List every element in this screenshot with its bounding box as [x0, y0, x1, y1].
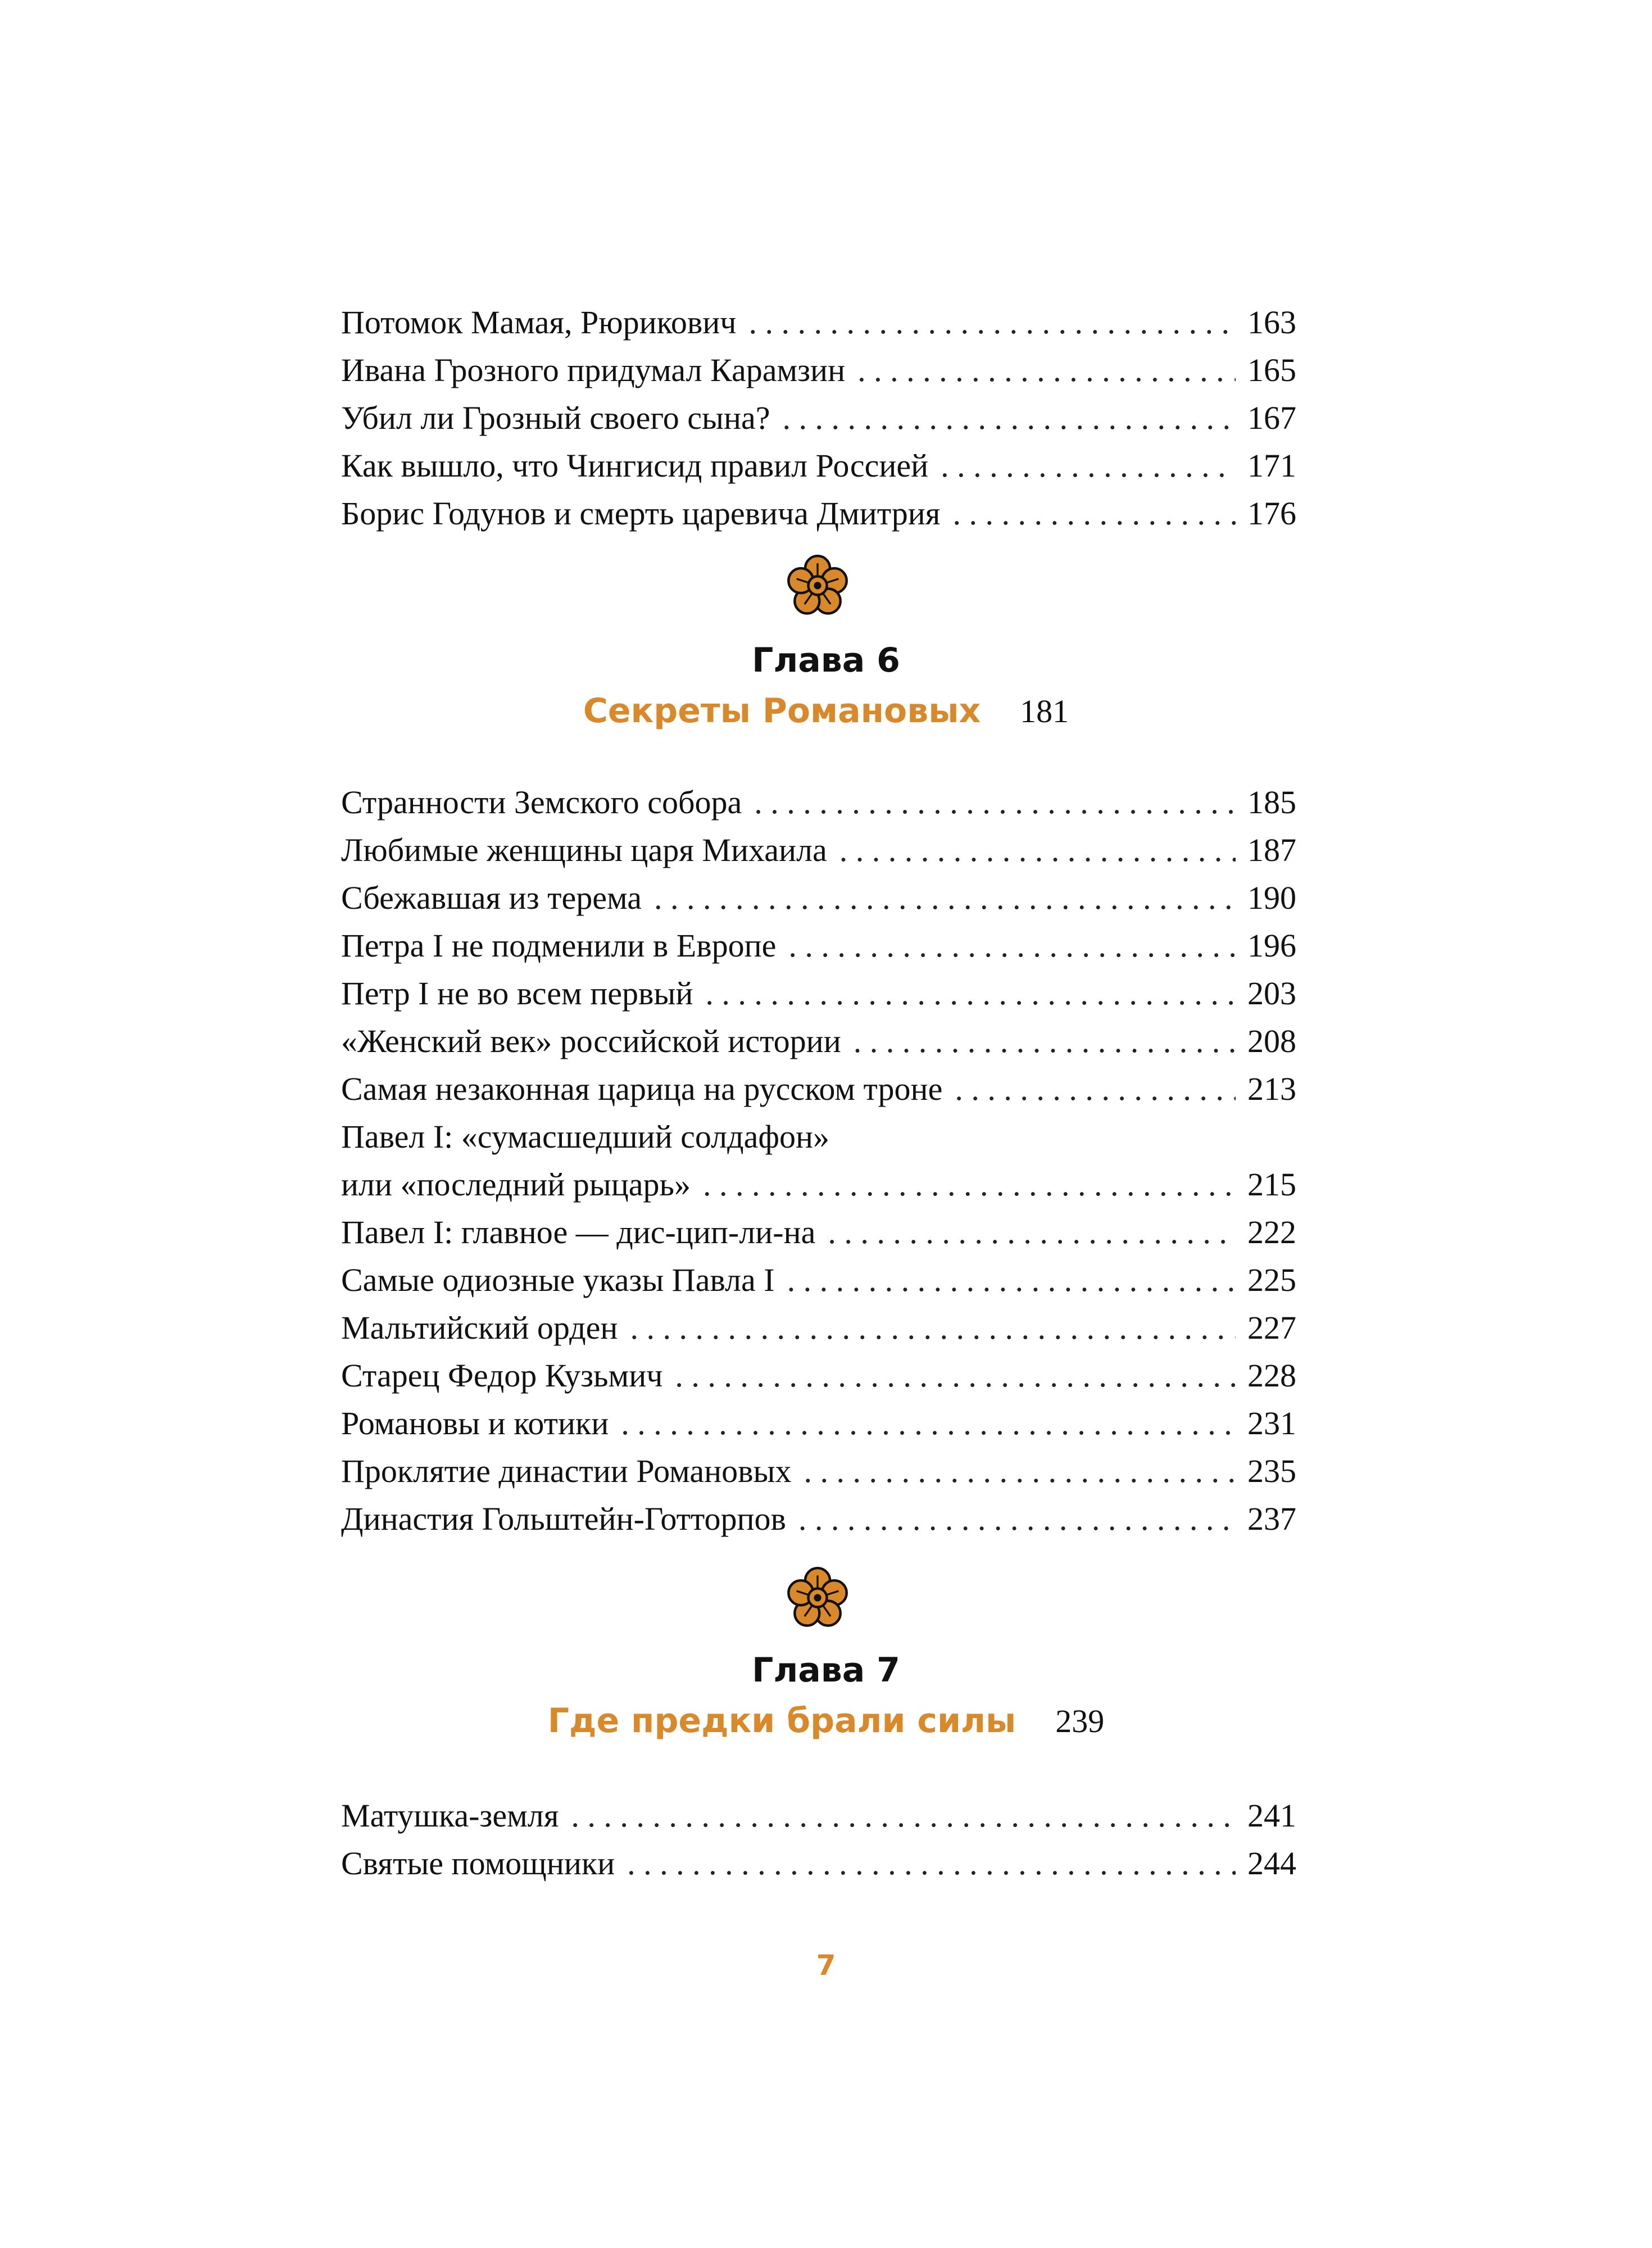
- toc-entry-title: Матушка-земля: [341, 1797, 559, 1834]
- chapter-title: Где предки брали силы: [547, 1701, 1016, 1741]
- toc-chapter-6: [341, 783, 1296, 1548]
- toc-entry-page: 163: [1247, 304, 1296, 341]
- toc-entry: [341, 1213, 1296, 1261]
- toc-entry-title-line1: Павел I: «сумасшедший солдафон»: [341, 1118, 829, 1155]
- toc-entry-page: 208: [1247, 1023, 1296, 1059]
- toc-entry-title: Убил ли Грозный своего сына?: [341, 400, 770, 436]
- toc-entry: [341, 399, 1296, 447]
- toc-entry-title: Самые одиозные указы Павла I: [341, 1262, 775, 1298]
- toc-leader-dots: [787, 1261, 1236, 1299]
- chapter-title-row: [0, 1701, 1652, 1741]
- toc-entry-title: Борис Годунов и смерть царевича Дмитрия: [341, 495, 941, 532]
- toc-entry: [341, 975, 1296, 1022]
- toc-entry: [341, 1070, 1296, 1118]
- toc-entry-page: 235: [1247, 1453, 1296, 1489]
- toc-entry-title: Странности Земского собора: [341, 784, 742, 821]
- toc-entry: [341, 447, 1296, 495]
- toc-entry: [341, 783, 1296, 831]
- toc-entry-title-line2: или «последний рыцарь»: [341, 1166, 691, 1203]
- toc-entry: [341, 831, 1296, 879]
- toc-entry-title: Павел I: главное — дис-цип-ли-на: [341, 1214, 816, 1250]
- toc-leader-dots: [839, 831, 1236, 869]
- toc-leader-dots: [941, 447, 1236, 484]
- toc-entry-page: 225: [1247, 1262, 1296, 1298]
- toc-leader-dots: [955, 1070, 1236, 1108]
- toc-leader-dots: [754, 783, 1236, 821]
- toc-entry-page: 213: [1247, 1071, 1296, 1107]
- toc-leader-dots: [748, 303, 1236, 341]
- toc-leader-dots: [788, 927, 1236, 964]
- page-number: 7: [816, 1949, 836, 1982]
- chapter-title: Секреты Романовых: [583, 691, 981, 731]
- chapter-title-row: [0, 691, 1652, 731]
- toc-entry-title: Любимые женщины царя Михаила: [341, 832, 827, 868]
- flower-ornament-icon: [787, 555, 848, 617]
- toc-entry: [341, 1404, 1296, 1452]
- toc-entry-page: 165: [1247, 352, 1296, 388]
- toc-leader-dots: [857, 351, 1236, 389]
- toc-leader-dots: [571, 1797, 1236, 1834]
- toc-entry: [341, 1357, 1296, 1404]
- toc-entry-page: 203: [1247, 975, 1296, 1012]
- toc-entry-page: 167: [1247, 400, 1296, 436]
- toc-entry: [341, 1022, 1296, 1070]
- toc-entry-title: Потомок Мамая, Рюрикович: [341, 304, 737, 341]
- toc-leader-dots: [798, 1500, 1236, 1538]
- toc-entry: [341, 1844, 1296, 1892]
- toc-entry-title: Петра I не подменили в Европе: [341, 927, 777, 964]
- toc-entry-title: Самая незаконная царица на русском троне: [341, 1071, 943, 1107]
- toc-entry-page: 222: [1247, 1214, 1296, 1250]
- toc-entry-title: Романовы и котики: [341, 1405, 609, 1442]
- toc-leader-dots: [627, 1844, 1236, 1882]
- toc-entry: [341, 1452, 1296, 1500]
- toc-entry-page: 176: [1247, 495, 1296, 532]
- toc-entry: [341, 927, 1296, 975]
- toc-entry-title: «Женский век» российской истории: [341, 1023, 841, 1059]
- toc-entry: [341, 1500, 1296, 1548]
- toc-entry-page: 227: [1247, 1309, 1296, 1346]
- toc-entry-page: 171: [1247, 447, 1296, 484]
- toc-entry-page: 187: [1247, 832, 1296, 868]
- toc-entry-title: Старец Федор Кузьмич: [341, 1357, 663, 1394]
- toc-entry: [341, 1261, 1296, 1309]
- toc-entry-title: Ивана Грозного придумал Карамзин: [341, 352, 846, 388]
- toc-entry: [341, 879, 1296, 927]
- toc-entry-page: 237: [1247, 1501, 1296, 1537]
- toc-leader-dots: [630, 1309, 1236, 1347]
- toc-entry-title: Петр I не во всем первый: [341, 975, 693, 1012]
- toc-leader-dots: [675, 1357, 1236, 1394]
- toc-entry: [341, 1309, 1296, 1357]
- toc-leader-dots: [705, 975, 1236, 1012]
- toc-leader-dots: [828, 1213, 1236, 1251]
- toc-entry-page: 215: [1247, 1166, 1296, 1203]
- toc-entry-title: Династия Гольштейн-Готторпов: [341, 1501, 786, 1537]
- toc-entry: [341, 351, 1296, 399]
- toc-leader-dots: [703, 1166, 1236, 1203]
- toc-leader-dots: [654, 879, 1236, 917]
- toc-leader-dots: [804, 1452, 1236, 1490]
- chapter-label: Глава 6: [752, 641, 900, 680]
- chapter-label: Глава 7: [752, 1651, 900, 1690]
- toc-entry-page: 190: [1247, 880, 1296, 916]
- toc-entry-page: 231: [1247, 1405, 1296, 1442]
- toc-entry: [341, 303, 1296, 351]
- toc-leader-dots: [854, 1022, 1236, 1060]
- chapter-page: 239: [1055, 1703, 1105, 1739]
- toc-entry-page: 228: [1247, 1357, 1296, 1394]
- toc-entry-title: Проклятие династии Романовых: [341, 1453, 792, 1489]
- toc-chapter-7: [341, 1797, 1296, 1892]
- toc-entry-page: 185: [1247, 784, 1296, 821]
- toc-entry-title: Святые помощники: [341, 1845, 615, 1882]
- toc-leader-dots: [953, 495, 1236, 532]
- toc-leader-dots: [621, 1404, 1236, 1442]
- toc-entry-title: Как вышло, что Чингисид правил Россией: [341, 447, 929, 484]
- toc-entry-title: Мальтийский орден: [341, 1309, 618, 1346]
- chapter-page: 181: [1020, 693, 1069, 729]
- toc-entry-multiline-second: [341, 1166, 1296, 1213]
- toc-entry-page: 196: [1247, 927, 1296, 964]
- flower-ornament-icon: [787, 1567, 848, 1629]
- toc-entry-title: Сбежавшая из терема: [341, 880, 642, 916]
- toc-entry: [341, 1797, 1296, 1844]
- toc-entry-page: 241: [1247, 1797, 1296, 1834]
- toc-entry: [341, 495, 1296, 542]
- toc-entry-multiline-first: [341, 1118, 1296, 1166]
- toc-entry-page: 244: [1247, 1845, 1296, 1882]
- toc-leader-dots: [783, 399, 1236, 437]
- toc-section-1: [341, 303, 1296, 542]
